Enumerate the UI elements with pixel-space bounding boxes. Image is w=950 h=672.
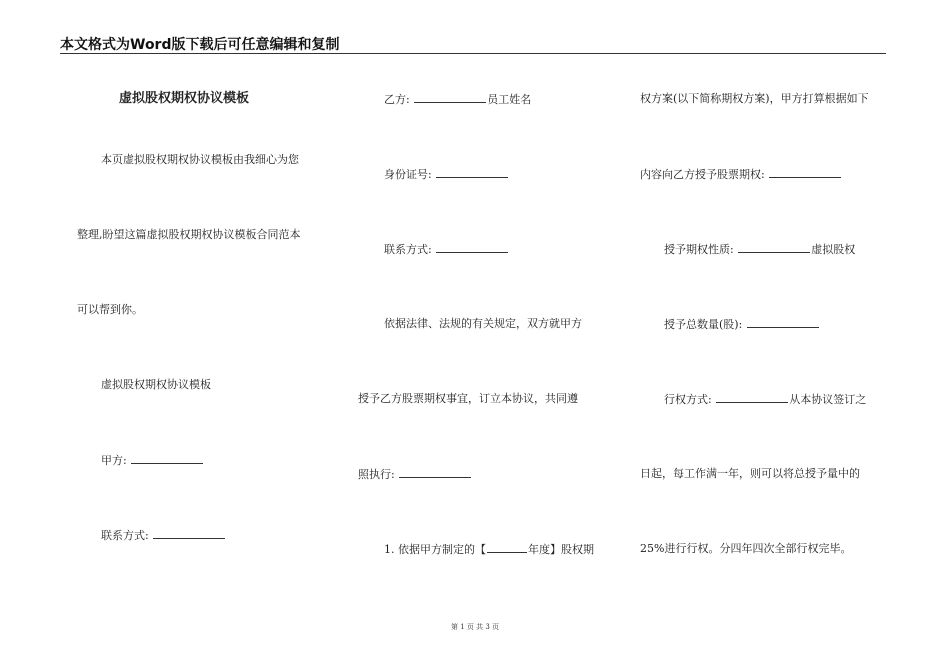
party-a-contact-label: 联系方式: xyxy=(101,529,149,542)
intro-line-1: 本页虚拟股权期权协议模板由我细心为您 xyxy=(101,153,299,166)
id-number-row xyxy=(384,167,509,182)
nature-value: 虚拟股权 xyxy=(811,243,856,256)
party-a-contact-blank xyxy=(153,528,225,539)
party-a-contact-row xyxy=(101,528,226,543)
grant-content-label: 内容向乙方授予股票期权: xyxy=(640,168,765,181)
id-number-label: 身份证号: xyxy=(384,168,432,181)
item-1-pre: 1. 依据甲方制定的【 xyxy=(384,543,486,556)
party-a-label: 甲方: xyxy=(101,454,127,467)
party-a-blank xyxy=(131,453,203,464)
law-line-3: 照执行: xyxy=(358,468,395,481)
subtitle: 虚拟股权期权协议模板 xyxy=(101,378,211,391)
party-b-label: 乙方: xyxy=(384,93,410,106)
law-blank xyxy=(399,467,471,478)
item-1-row xyxy=(384,542,594,557)
party-b-contact-blank xyxy=(436,242,508,253)
law-line-2: 授予乙方股票期权事宜，订立本协议，共同遵 xyxy=(358,392,578,405)
nature-label: 授予期权性质: xyxy=(664,243,734,256)
plan-line: 权方案(以下简称期权方案)，甲方打算根据如下 xyxy=(640,92,869,105)
nature-row xyxy=(664,242,855,257)
exercise-label: 行权方式: xyxy=(664,393,712,406)
total-label: 授予总数量(股): xyxy=(664,318,743,331)
party-b-contact-label: 联系方式: xyxy=(384,243,432,256)
law-line-3-row xyxy=(358,467,472,482)
document-title: 虚拟股权期权协议模板 xyxy=(119,91,250,106)
intro-line-2: 整理,盼望这篇虚拟股权期权协议模板合同范本 xyxy=(77,228,301,241)
party-b-name-label: 员工姓名 xyxy=(487,93,532,106)
party-b-row xyxy=(384,92,531,107)
id-number-blank xyxy=(436,167,508,178)
exercise-line-3: 25%进行行权。分四年四次全部行权完毕。 xyxy=(640,542,852,555)
exercise-post: 从本协议签订之 xyxy=(789,393,867,406)
party-b-blank xyxy=(414,92,486,103)
law-line-1: 依据法律、法规的有关规定，双方就甲方 xyxy=(384,317,582,330)
exercise-line-2: 日起，每工作满一年，则可以将总授予量中的 xyxy=(640,467,860,480)
total-blank xyxy=(747,317,819,328)
exercise-row xyxy=(664,392,866,407)
party-b-contact-row xyxy=(384,242,509,257)
page-footer: 第 1 页 共 3 页 xyxy=(450,623,500,631)
year-blank xyxy=(487,542,527,553)
header-rule xyxy=(60,53,886,54)
grant-content-row xyxy=(640,167,842,182)
intro-line-3: 可以帮到你。 xyxy=(77,303,143,316)
nature-blank xyxy=(738,242,810,253)
total-row xyxy=(664,317,820,332)
grant-content-blank xyxy=(769,167,841,178)
exercise-blank xyxy=(716,392,788,403)
party-a-row xyxy=(101,453,204,468)
item-1-post: 年度】股权期 xyxy=(528,543,594,556)
document-header: 本文格式为Word版下载后可任意编辑和复制 xyxy=(60,37,340,53)
